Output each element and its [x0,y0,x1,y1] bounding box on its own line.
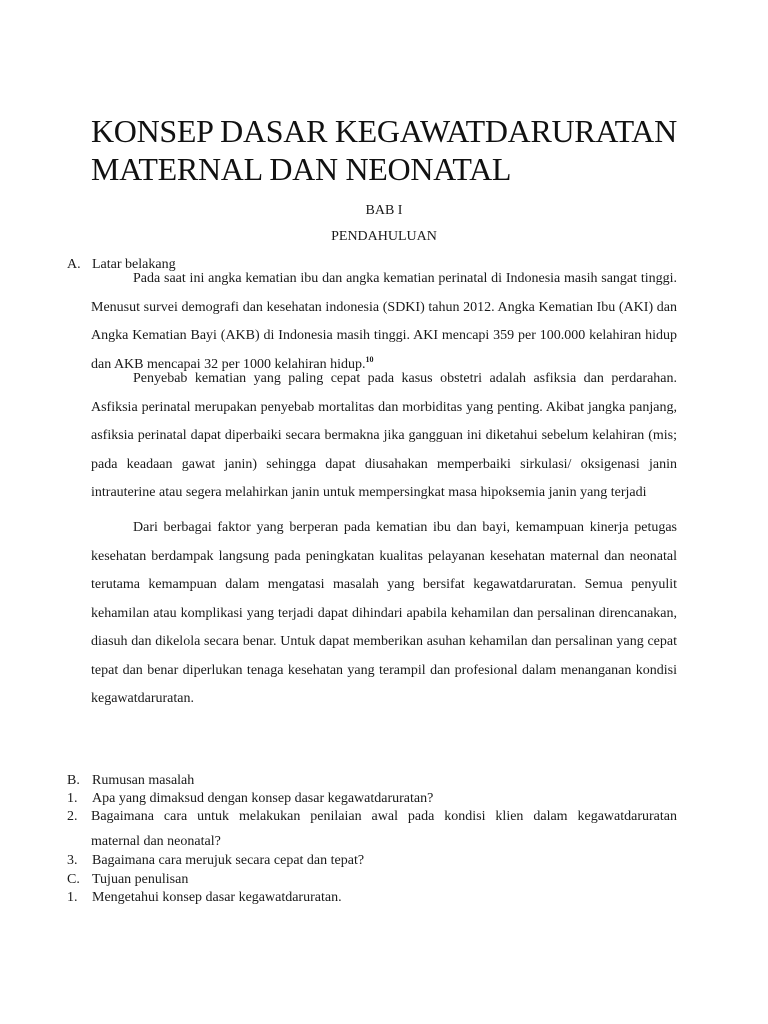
list-item-text: Apa yang dimaksud dengan konsep dasar kegawatdaruratan? [92,791,434,806]
section-b-marker: B. [67,773,80,788]
list-item-text: Bagaimana cara untuk melakukan penilaian awal pada kondisi klien dalam kegawatdaruratan [91,809,677,824]
list-item-text: Mengetahui konsep dasar kegawatdaruratan. [92,890,342,905]
section-c-title: Tujuan penulisan [92,872,189,887]
list-item-text: Bagaimana cara merujuk secara cepat dan tepat? [92,853,365,868]
title-line-2: MATERNAL DAN NEONATAL [91,151,512,187]
list-item-number: 3. [67,853,78,868]
list-item-number: 1. [67,791,78,806]
chapter-number: BAB I [365,203,403,218]
section-a-marker: A. [67,257,81,272]
footnote-reference: 10 [365,354,374,364]
section-b-title: Rumusan masalah [92,773,195,788]
section-a-title: Latar belakang [92,257,176,272]
paragraph-1-text: Pada saat ini angka kematian ibu dan angka kematian perinatal di Indonesia masih sangat tinggi. Menusut survei demografi dan kesehatan indonesia (SDKI) tahun 2012. Angka Kematian Ibu (AKI) dan Angka Kematian Bayi (AKB) di Indonesia masih tinggi. AKI mencapi 359 per 100.000 kelahiran hidup dan AKB mencapai 32 per 1000 kelahiran hidup. [91,271,677,372]
paragraph-2: Penyebab kematian yang paling cepat pada kasus obstetri adalah asfiksia dan perdarahan. Asfiksia perinatal merupakan penyebab mortalitas dan morbiditas yang penting. Akibat jangka panjang, asfiksia perinatal dapat diperbaiki secara bermakna jika gangguan ini diketahui sebelum kelahiran (mis; pada keadaan gawat janin) sehingga dapat diusahakan memperbaiki sirkulasi/ oksigenasi janin intrauterine atau segera melahirkan janin untuk mempersingkat masa hipoksemia janin yang terjadi [91,371,677,500]
section-b-heading [67,772,194,790]
document-title [91,112,691,188]
list-item-continuation: maternal dan neonatal? [91,834,221,849]
list-item-number: 1. [67,890,78,905]
title-line-1: KONSEP DASAR KEGAWATDARURATAN [91,113,677,149]
list-item-number: 2. [67,809,78,824]
paragraph-3: Dari berbagai faktor yang berperan pada kematian ibu dan bayi, kemampuan kinerja petugas kesehatan berdampak langsung pada peningkatan kualitas pelayanan kesehatan maternal dan neonatal terutama kemampuan dalam mengatasi masalah yang bersifat kegawatdaruratan. Semua penyulit kehamilan atau komplikasi yang terjadi dapat dihindari apabila kehamilan dan persalinan direncanakan, diasuh dan dikelola secara benar. Untuk dapat memberikan asuhan kehamilan dan persalinan yang cepat tepat dan benar diperlukan tenaga kesehatan yang terampil dan profesional dalam menanganan kondisi kegawatdaruratan. [91,520,677,706]
chapter-title: PENDAHULUAN [331,229,437,244]
paragraph-1 [91,265,677,379]
section-c-marker: C. [67,872,80,887]
section-c-heading [67,871,188,889]
